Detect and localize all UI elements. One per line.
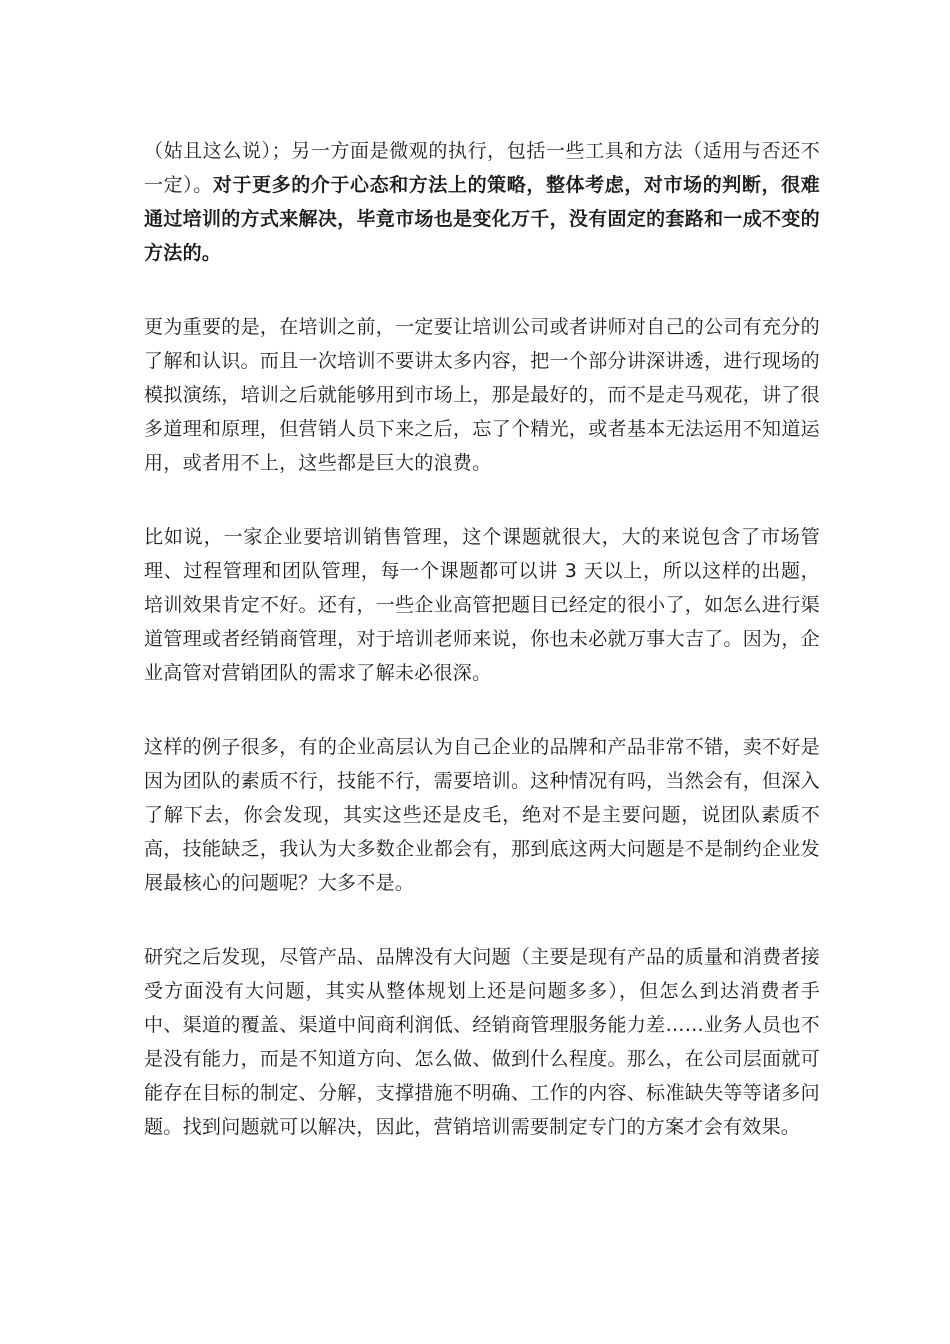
paragraph-4-text: 这样的例子很多，有的企业高层认为自己企业的品牌和产品非常不错，卖不好是因为团队的素质不行，技能不行，需要培训。这种情况有吗，当然会有，但深入了解下去，你会发现，其实这些还是皮毛，绝对不是主要问题，说团队素质不高，技能缺乏，我认为大多数企业都会有，那到底这两大问题是不是制约企业发展最核心的问题呢？大多不是。	[144, 736, 820, 894]
paragraph-3	[144, 520, 820, 690]
paragraph-1-emphasis: 对于更多的介于心态和方法上的策略，整体考虑，对市场的判断，很难通过培训的方式来解决，毕竟市场也是变化万千，没有固定的套路和一成不变的方法的。	[144, 174, 820, 264]
paragraph-4	[144, 730, 820, 900]
article-body	[144, 134, 820, 1184]
paragraph-2	[144, 310, 820, 480]
paragraph-1	[144, 134, 820, 270]
paragraph-1-text: （姑且这么说）；另一方面是微观的执行，包括一些工具和方法（适用与否还不一定）。	[144, 140, 820, 196]
paragraph-5-text: 研究之后发现，尽管产品、品牌没有大问题（主要是现有产品的质量和消费者接受方面没有大问题，其实从整体规划上还是问题多多），但怎么到达消费者手中、渠道的覆盖、渠道中间商利润低、经销商管理服务能力差……业务人员也不是没有能力，而是不知道方向、怎么做、做到什么程度。那么，在公司层面就可能存在目标的制定、分解，支撑措施不明确、工作的内容、标准缺失等等诸多问题。找到问题就可以解决，因此，营销培训需要制定专门的方案才会有效果。	[144, 946, 820, 1138]
paragraph-5	[144, 940, 820, 1144]
paragraph-3-text: 比如说，一家企业要培训销售管理，这个课题就很大，大的来说包含了市场管理、过程管理和团队管理，每一个课题都可以讲 3 天以上，所以这样的出题，培训效果肯定不好。还有，一些企业高管把题目已经定的很小了，如怎么进行渠道管理或者经销商管理，对于培训老师来说，你也未必就万事大吉了。因为，企业高管对营销团队的需求了解未必很深。	[144, 526, 820, 684]
paragraph-2-text: 更为重要的是，在培训之前，一定要让培训公司或者讲师对自己的公司有充分的了解和认识。而且一次培训不要讲太多内容，把一个部分讲深讲透，进行现场的模拟演练，培训之后就能够用到市场上，那是最好的，而不是走马观花，讲了很多道理和原理，但营销人员下来之后，忘了个精光，或者基本无法运用不知道运用，或者用不上，这些都是巨大的浪费。	[144, 316, 820, 474]
